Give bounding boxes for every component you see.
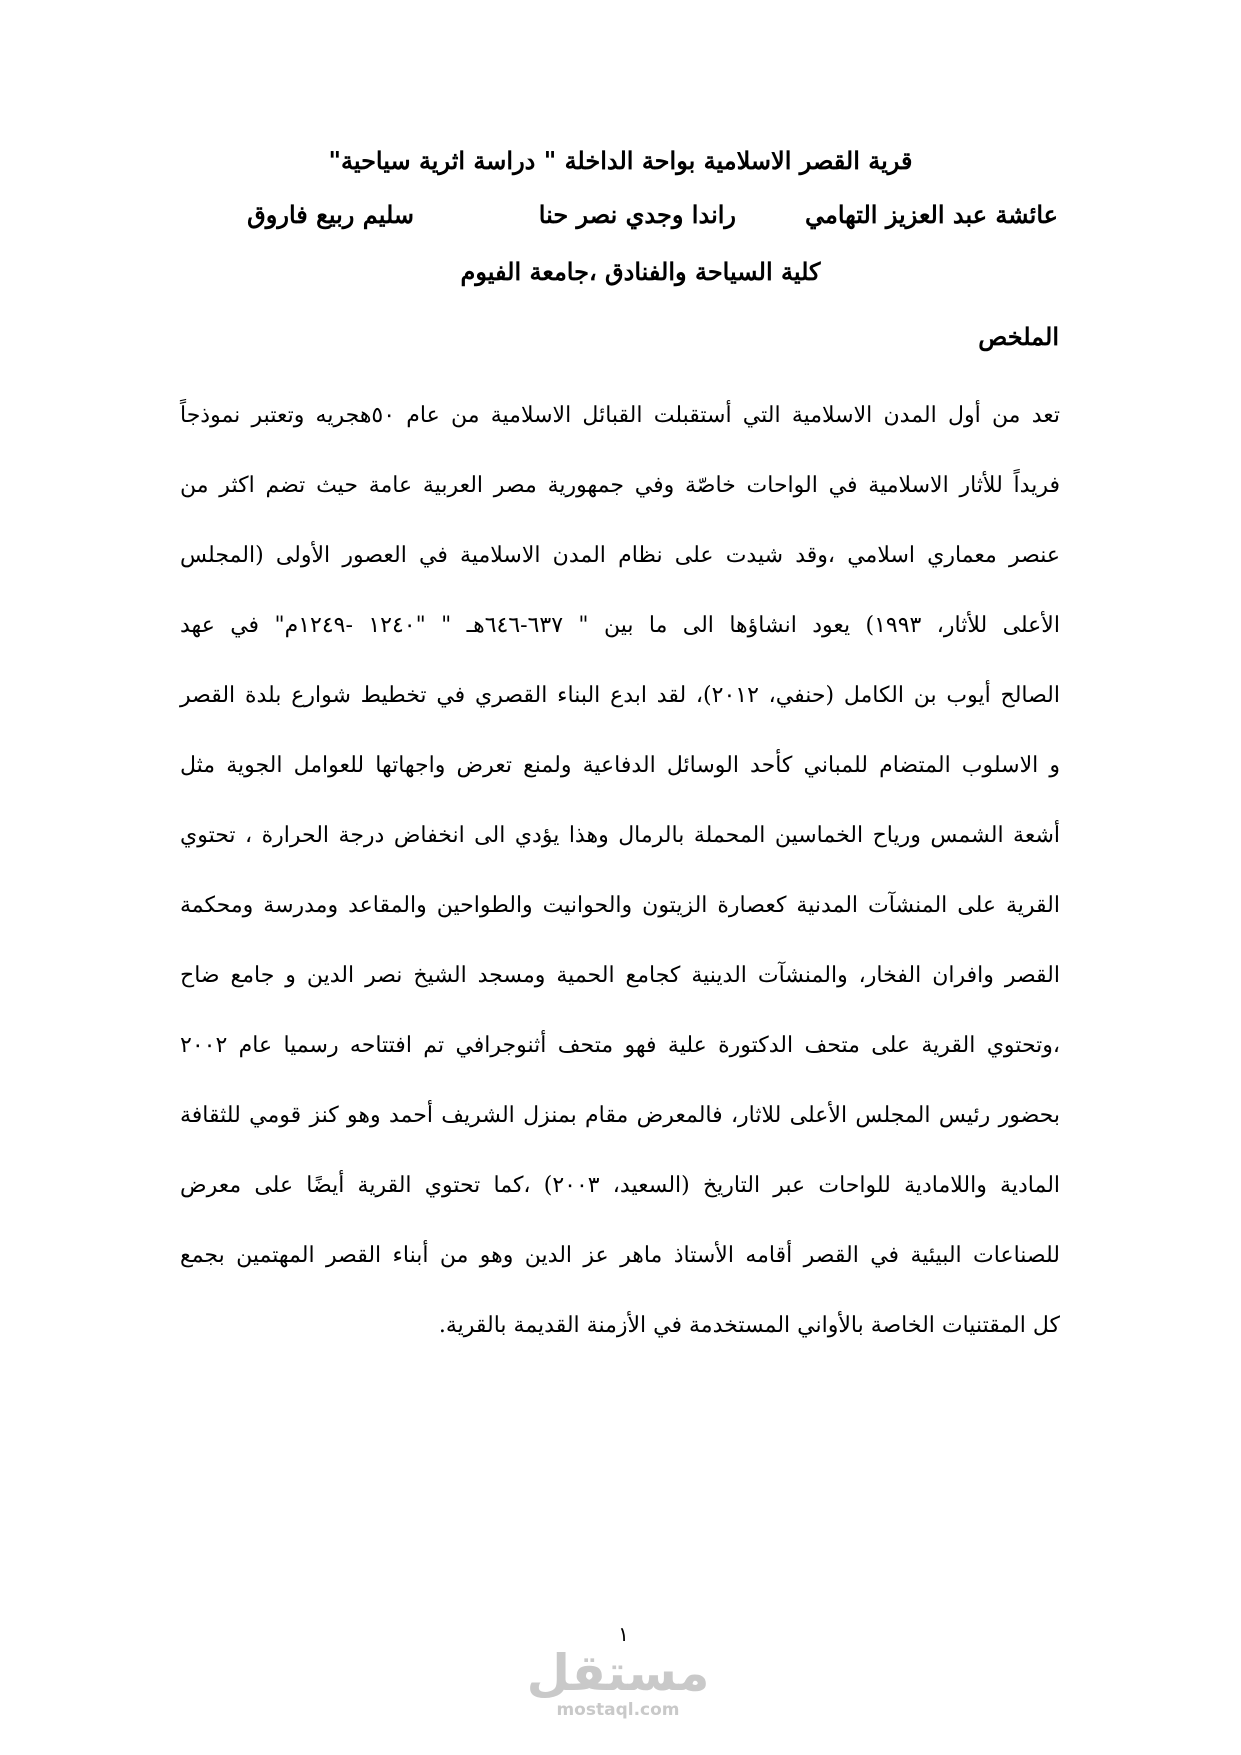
paper-title: قرية القصر الاسلامية بواحة الداخلة " دراسة اثرية سياحية" bbox=[328, 146, 913, 175]
abstract-line: بحضور رئيس المجلس الأعلى للاثار، فالمعرض مقام بمنزل الشريف أحمد وهو كنز قومي للثقافة bbox=[180, 1103, 1060, 1128]
abstract-line: تعد من أول المدن الاسلامية التي أستقبلت القبائل الاسلامية من عام ٥٠هجريه وتعتبر نموذجاً bbox=[180, 403, 1060, 428]
author-list bbox=[236, 200, 1058, 240]
abstract-line: عنصر معماري اسلامي ،وقد شيدت على نظام المدن الاسلامية في العصور الأولى (المجلس bbox=[180, 543, 1060, 568]
abstract-line: الأعلى للأثار، ١٩٩٣) يعود انشاؤها الى ما بين " ٦٣٧-٦٤٦هـ " "١٢٤٠ -١٢٤٩م" في عهد bbox=[180, 613, 1060, 638]
abstract-line: للصناعات البيئية في القصر أقامه الأستاذ ماهر عز الدين وهو من أبناء القصر المهتمين بجمع bbox=[180, 1243, 1060, 1268]
abstract-line: المادية واللامادية للواحات عبر التاريخ (السعيد، ٢٠٠٣) ،كما تحتوي القرية أيضًا على معرض bbox=[180, 1173, 1061, 1198]
abstract-line: القصر وافران الفخار، والمنشآت الدينية كجامع الحمية ومسجد الشيخ نصر الدين و جامع ضاح bbox=[180, 963, 1060, 988]
abstract-line: فريداً للأثار الاسلامية في الواحات خاصّة وفي جمهورية مصر العربية عامة حيث تضم اكثر من bbox=[180, 473, 1060, 498]
abstract-body bbox=[180, 401, 1060, 1381]
abstract-heading: الملخص bbox=[978, 322, 1059, 351]
watermark-url: mostaql.com bbox=[556, 1700, 680, 1720]
abstract-line: القرية على المنشآت المدنية كعصارة الزيتون والحوانيت والطواحين والمقاعد ومدرسة ومحكمة bbox=[180, 893, 1060, 918]
author-name: عائشة عبد العزيز التهامي bbox=[805, 200, 1058, 229]
abstract-line: أشعة الشمس ورياح الخماسين المحملة بالرمال وهذا يؤدي الى انخفاض درجة الحرارة ، تحتوي bbox=[180, 823, 1060, 848]
abstract-line: الصالح أيوب بن الكامل (حنفي، ٢٠١٢)، لقد ابدع البناء القصري في تخطيط شوارع بلدة القصر bbox=[180, 683, 1061, 708]
page-number: ١ bbox=[618, 1622, 629, 1646]
abstract-line: كل المقتنيات الخاصة بالأواني المستخدمة في الأزمنة القديمة بالقرية. bbox=[438, 1313, 1060, 1338]
watermark-logo: مستقل bbox=[526, 1644, 710, 1702]
abstract-line: ،وتحتوي القرية على متحف الدكتورة علية فهو متحف أثنوجرافي تم افتتاحه رسميا عام ٢٠٠٢ bbox=[180, 1033, 1060, 1058]
abstract-line: و الاسلوب المتضام للمباني كأحد الوسائل الدفاعية ولمنع تعرض واجهاتها للعوامل الجوية مثل bbox=[180, 753, 1060, 778]
author-name: راندا وجدي نصر حنا bbox=[538, 200, 736, 229]
author-affiliation: كلية السياحة والفنادق ،جامعة الفيوم bbox=[460, 257, 821, 286]
mostaql-watermark bbox=[518, 1646, 718, 1726]
author-name: سليم ربيع فاروق bbox=[247, 200, 414, 229]
